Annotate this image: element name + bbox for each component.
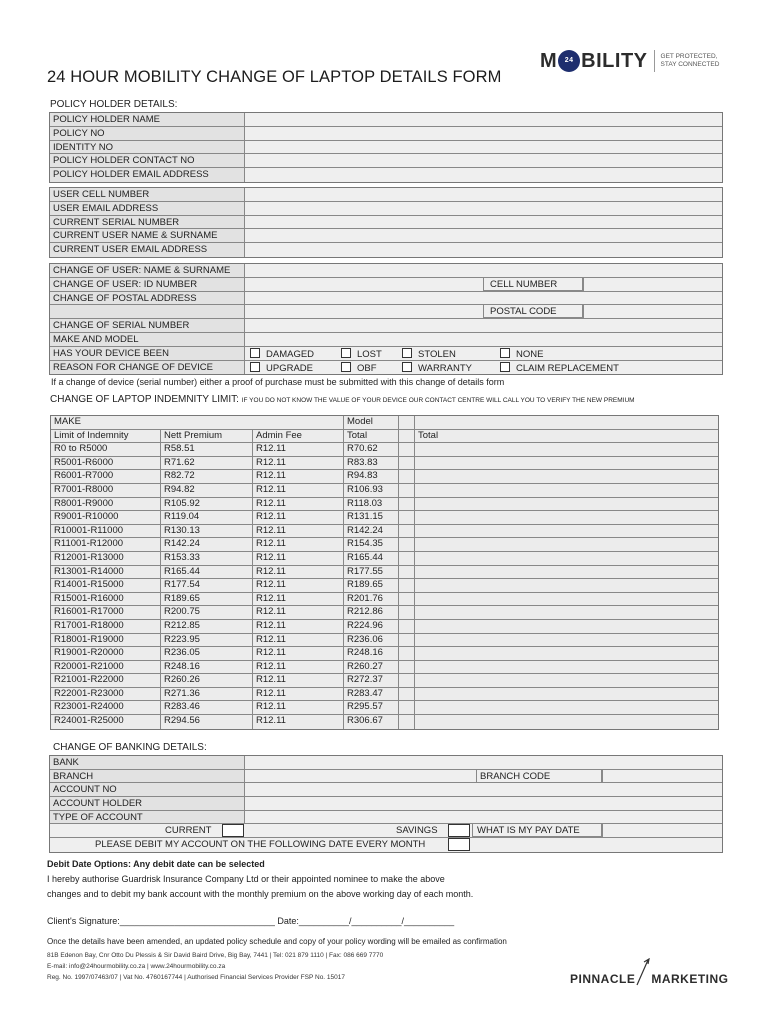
banking-block [49,755,723,853]
account-no-field[interactable] [245,783,722,796]
table-row [51,470,718,484]
table-cell: R12.11 [253,647,344,660]
table-cell: R248.16 [161,661,253,674]
table-cell: R260.26 [161,674,253,687]
change-serial-row[interactable]: CHANGE OF SERIAL NUMBER [50,319,722,333]
table-cell: R165.44 [344,552,399,565]
table-cell: R118.03 [344,498,399,511]
current-checkbox[interactable] [222,824,244,837]
select-cell[interactable] [399,511,415,524]
make-model-row[interactable]: MAKE AND MODEL [50,333,722,347]
branch-code-field[interactable] [602,770,722,783]
table-row [51,538,718,552]
lost-checkbox[interactable]: LOST [341,348,382,360]
postal-code-field[interactable] [583,305,722,318]
cell-number-field[interactable] [583,278,722,291]
table-cell: R236.06 [344,634,399,647]
table-cell: R18001-R19000 [51,634,161,647]
table-cell: R236.05 [161,647,253,660]
logo-text: BILITY [581,49,648,72]
debit-date-label: PLEASE DEBIT MY ACCOUNT ON THE FOLLOWING DATE EVERY MONTH [95,839,426,851]
select-cell[interactable] [399,620,415,633]
table-cell: R200.75 [161,606,253,619]
postal-address-row-2[interactable] [50,305,722,319]
table-cell: R165.44 [161,566,253,579]
total-cell[interactable] [415,593,718,606]
table-cell: R5001-R6000 [51,457,161,470]
pinnacle-slash-icon [636,958,650,986]
user-email-field[interactable] [245,202,722,215]
table-cell: R106.93 [344,484,399,497]
table-row [51,498,718,512]
table-row [51,443,718,457]
table-cell: R7001-R8000 [51,484,161,497]
contact-no-row[interactable]: POLICY HOLDER CONTACT NO [50,154,722,168]
total-cell[interactable] [415,661,718,674]
savings-label: SAVINGS [396,825,438,837]
table-cell: R24001-R25000 [51,715,161,729]
table-row [51,511,718,525]
checkbox-icon [250,348,260,358]
account-type-field[interactable] [245,811,722,824]
table-cell: R12.11 [253,634,344,647]
checkbox-icon [402,348,412,358]
total-cell[interactable] [415,484,718,497]
table-cell: R82.72 [161,470,253,483]
table-row [51,484,718,498]
model-field[interactable] [399,416,415,429]
table-cell: R22001-R23000 [51,688,161,701]
total-cell[interactable] [415,579,718,592]
table-row [51,566,718,580]
stolen-checkbox[interactable]: STOLEN [402,348,456,360]
branch-row[interactable]: BRANCH BRANCH CODE [50,770,722,784]
current-serial-row[interactable]: CURRENT SERIAL NUMBER [50,216,722,230]
policy-holder-heading: POLICY HOLDER DETAILS: [50,99,178,110]
policy-holder-name-field[interactable] [245,113,722,126]
pinnacle-marketing-logo: PINNACLE MARKETING [570,958,729,986]
table-cell: R83.83 [344,457,399,470]
table-row [51,606,718,620]
total-cell[interactable] [415,634,718,647]
damaged-checkbox[interactable]: DAMAGED [250,348,314,360]
table-cell: R0 to R5000 [51,443,161,456]
policy-holder-block [49,112,723,183]
table-cell: R271.36 [161,688,253,701]
confirmation-note: Once the details have been amended, an updated policy schedule and copy of your policy wording will be emailed as confirmation [47,937,507,946]
identity-no-row[interactable]: IDENTITY NO [50,141,722,155]
table-cell: R70.62 [344,443,399,456]
savings-checkbox[interactable] [448,824,470,837]
total-cell[interactable] [415,525,718,538]
table-cell: R224.96 [344,620,399,633]
select-cell[interactable] [399,715,415,729]
change-user-id-row[interactable]: CHANGE OF USER: ID NUMBER CELL NUMBER [50,278,722,292]
table-cell: R94.83 [344,470,399,483]
table-cell: R12.11 [253,661,344,674]
table-cell: R15001-R16000 [51,593,161,606]
account-holder-row[interactable]: ACCOUNT HOLDER [50,797,722,811]
obf-checkbox[interactable]: OBF [341,362,377,374]
indemnity-heading: CHANGE OF LAPTOP INDEMNITY LIMIT: IF YOU DO NOT KNOW THE VALUE OF YOUR DEVICE OUR CONTACT CENTRE WILL CALL YOU TO VERIFY THE NEW PREMIUM [50,394,635,405]
table-cell: R58.51 [161,443,253,456]
policy-no-field[interactable] [245,127,722,140]
select-cell[interactable] [399,701,415,714]
table-cell: R12.11 [253,538,344,551]
table-cell: R13001-R14000 [51,566,161,579]
table-cell: R142.24 [161,538,253,551]
table-row [51,674,718,688]
table-cell: R260.27 [344,661,399,674]
postal-address-field[interactable] [245,292,722,305]
table-row [51,661,718,675]
user-email-row[interactable]: USER EMAIL ADDRESS [50,202,722,216]
user-cell-row[interactable]: USER CELL NUMBER [50,188,722,202]
total-cell[interactable] [415,566,718,579]
table-cell: R8001-R9000 [51,498,161,511]
debit-date-field[interactable] [448,838,470,851]
select-cell[interactable] [399,593,415,606]
select-cell[interactable] [399,525,415,538]
policy-holder-name-row[interactable]: POLICY HOLDER NAME [50,113,722,127]
table-row: MAKE Model [51,416,718,430]
logo-text: M [540,49,558,72]
total-cell[interactable] [415,701,718,714]
device-status-row: HAS YOUR DEVICE BEEN DAMAGED LOST STOLEN NONE [50,347,722,361]
table-cell: R295.57 [344,701,399,714]
table-cell: R201.76 [344,593,399,606]
postal-address-row[interactable]: CHANGE OF POSTAL ADDRESS [50,292,722,306]
table-cell: R154.35 [344,538,399,551]
table-cell: R12.11 [253,552,344,565]
branch-code-label: BRANCH CODE [476,769,602,783]
table-cell: R223.95 [161,634,253,647]
table-row [51,647,718,661]
debit-options-heading: Debit Date Options: Any debit date can be selected [47,859,265,869]
select-cell[interactable] [399,552,415,565]
logo-badge-icon: 24 [558,50,580,72]
change-user-name-field[interactable] [245,264,722,277]
table-cell: R6001-R7000 [51,470,161,483]
account-type-row[interactable]: TYPE OF ACCOUNT [50,811,722,825]
select-cell[interactable] [399,457,415,470]
table-row [51,552,718,566]
select-cell[interactable] [399,538,415,551]
current-serial-field[interactable] [245,216,722,229]
table-cell: R153.33 [161,552,253,565]
select-cell[interactable] [399,634,415,647]
checkbox-icon [341,348,351,358]
total-cell[interactable] [415,470,718,483]
total-cell[interactable] [415,620,718,633]
debit-date-row [50,838,722,852]
checkbox-icon [500,362,510,372]
checkbox-icon [500,348,510,358]
table-cell: R294.56 [161,715,253,729]
table-cell: R12.11 [253,688,344,701]
checkbox-icon [402,362,412,372]
select-cell[interactable] [399,498,415,511]
checkbox-icon [250,362,260,372]
table-cell: R23001-R24000 [51,701,161,714]
total-cell[interactable] [415,715,718,729]
table-cell: R12.11 [253,620,344,633]
account-holder-field[interactable] [245,797,722,810]
select-cell[interactable] [399,484,415,497]
authorisation-line-1: I hereby authorise Guardrisk Insurance Company Ltd or their appointed nominee to make the above [47,874,445,884]
indemnity-table [50,415,719,730]
table-cell: R71.62 [161,457,253,470]
user-block [49,187,723,258]
none-checkbox[interactable]: NONE [500,348,543,360]
total-cell[interactable] [415,457,718,470]
table-cell: R142.24 [344,525,399,538]
footer-contact: E-mail: info@24hourmobility.co.za | www.24hourmobility.co.za [47,963,226,970]
upgrade-checkbox[interactable]: UPGRADE [250,362,313,374]
table-row [51,620,718,634]
postal-code-label: POSTAL CODE [483,304,583,318]
table-cell: R130.13 [161,525,253,538]
table-cell: R12.11 [253,566,344,579]
bank-row[interactable]: BANK [50,756,722,770]
contact-no-field[interactable] [245,154,722,167]
select-cell[interactable] [399,579,415,592]
table-cell: R105.92 [161,498,253,511]
pay-date-label: WHAT IS MY PAY DATE [472,823,602,837]
table-cell: R12.11 [253,579,344,592]
select-cell[interactable] [399,443,415,456]
table-row [51,634,718,648]
footer-address: 81B Edenon Bay, Cnr Otto Du Plessis & Sir David Baird Drive, Big Bay, 7441 | Tel: 021 879 1110 | Fax: 086 669 7770 [47,952,384,959]
table-cell: R10001-R11000 [51,525,161,538]
total-cell[interactable] [415,647,718,660]
table-cell: R212.86 [344,606,399,619]
make-model-field[interactable] [245,333,722,346]
table-cell: R11001-R12000 [51,538,161,551]
identity-no-field[interactable] [245,141,722,154]
table-cell: R12.11 [253,701,344,714]
total-cell[interactable] [415,538,718,551]
pay-date-field[interactable] [602,824,722,837]
page-title: 24 HOUR MOBILITY CHANGE OF LAPTOP DETAILS FORM [47,68,502,86]
table-cell: R189.65 [344,579,399,592]
table-cell: R12.11 [253,525,344,538]
user-cell-field[interactable] [245,188,722,201]
policy-no-row[interactable]: POLICY NO [50,127,722,141]
table-cell: R20001-R21000 [51,661,161,674]
table-cell: R14001-R15000 [51,579,161,592]
table-cell: R94.82 [161,484,253,497]
claim-replacement-checkbox[interactable]: CLAIM REPLACEMENT [500,362,619,374]
bank-field[interactable] [245,756,722,769]
select-cell[interactable] [399,688,415,701]
total-cell[interactable] [415,674,718,687]
signature-line[interactable]: Client's Signature:_______________________________ Date:__________/__________/__________ [47,916,455,926]
table-row [51,525,718,539]
current-user-email-field[interactable] [245,243,722,257]
total-cell[interactable] [415,511,718,524]
email-field[interactable] [245,168,722,182]
device-change-note: If a change of device (serial number) either a proof of purchase must be submitted with this change of details form [51,377,505,387]
table-cell: R272.37 [344,674,399,687]
table-cell: R9001-R10000 [51,511,161,524]
cell-number-label: CELL NUMBER [483,277,583,291]
table-cell: R12.11 [253,498,344,511]
current-user-name-field[interactable] [245,229,722,242]
table-row [51,715,718,729]
model-field-2[interactable] [415,416,718,429]
total-cell[interactable] [415,552,718,565]
change-serial-field[interactable] [245,319,722,332]
current-user-email-row[interactable]: CURRENT USER EMAIL ADDRESS [50,243,722,257]
select-cell[interactable] [399,606,415,619]
table-cell: R19001-R20000 [51,647,161,660]
authorisation-line-2: changes and to debit my bank account with the monthly premium on the above working day of each month. [47,889,474,899]
table-cell: R131.15 [344,511,399,524]
table-cell: R248.16 [344,647,399,660]
table-row [51,701,718,715]
table-cell: R212.85 [161,620,253,633]
table-cell: R12001-R13000 [51,552,161,565]
select-cell[interactable] [399,661,415,674]
table-cell: R283.46 [161,701,253,714]
table-cell: R12.11 [253,484,344,497]
total-cell[interactable] [415,498,718,511]
table-cell: R21001-R22000 [51,674,161,687]
table-cell: R12.11 [253,593,344,606]
account-no-row[interactable]: ACCOUNT NO [50,783,722,797]
table-cell: R12.11 [253,511,344,524]
account-type-options-row [50,824,722,838]
checkbox-icon [341,362,351,372]
logo-tagline: GET PROTECTED, STAY CONNECTED [660,53,720,68]
table-cell: R12.11 [253,674,344,687]
total-cell[interactable] [415,443,718,456]
table-cell: R177.55 [344,566,399,579]
total-cell[interactable] [415,606,718,619]
table-row [51,688,718,702]
email-row[interactable]: POLICY HOLDER EMAIL ADDRESS [50,168,722,182]
table-row [51,579,718,593]
table-cell: R17001-R18000 [51,620,161,633]
change-user-name-row[interactable]: CHANGE OF USER: NAME & SURNAME [50,264,722,278]
select-cell[interactable] [399,470,415,483]
select-cell[interactable] [399,674,415,687]
footer-registration: Reg. No. 1997/07463/07 | Vat No. 4760167744 | Authorised Financial Services Provider FSP No. 15017 [47,974,345,981]
current-user-name-row[interactable]: CURRENT USER NAME & SURNAME [50,229,722,243]
table-cell: R12.11 [253,715,344,729]
table-cell: R189.65 [161,593,253,606]
banking-heading: CHANGE OF BANKING DETAILS: [53,742,207,753]
table-cell: R12.11 [253,606,344,619]
table-cell: R16001-R17000 [51,606,161,619]
table-row [51,457,718,471]
table-cell: R12.11 [253,443,344,456]
table-cell: R12.11 [253,470,344,483]
change-user-block [49,263,723,375]
warranty-checkbox[interactable]: WARRANTY [402,362,472,374]
total-cell[interactable] [415,688,718,701]
table-cell: R177.54 [161,579,253,592]
table-cell: R12.11 [253,457,344,470]
table-cell: R119.04 [161,511,253,524]
table-header: Limit of Indemnity Nett Premium Admin Fee Total Total [51,430,718,444]
select-cell[interactable] [399,647,415,660]
table-cell: R283.47 [344,688,399,701]
current-label: CURRENT [165,825,212,837]
reason-row: REASON FOR CHANGE OF DEVICE UPGRADE OBF WARRANTY CLAIM REPLACEMENT [50,361,722,375]
select-cell[interactable] [399,566,415,579]
table-cell: R306.67 [344,715,399,729]
mobility-logo [540,46,719,76]
table-row [51,593,718,607]
